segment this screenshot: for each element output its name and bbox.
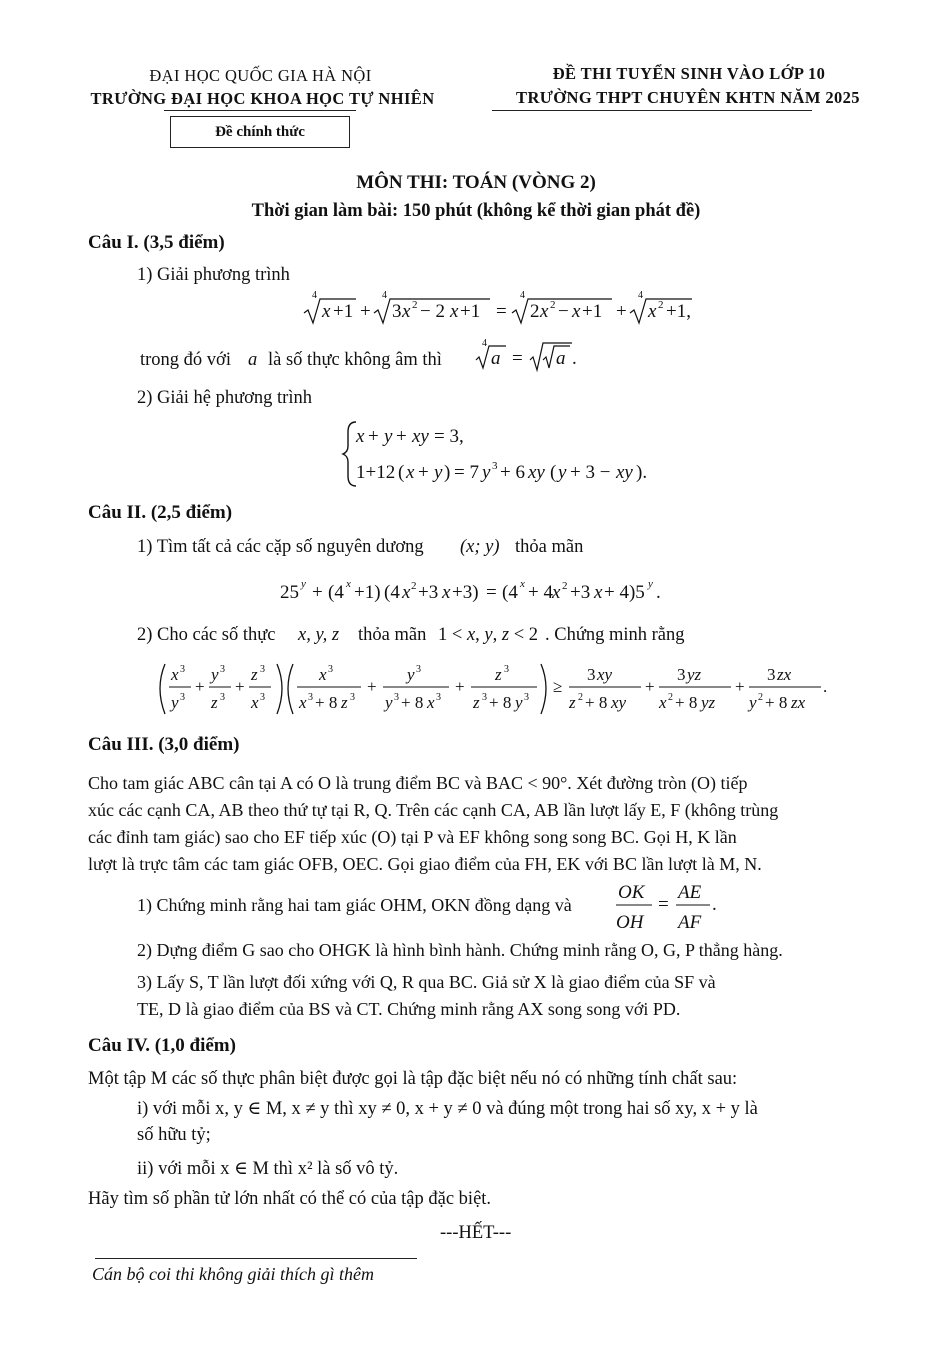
q3-part1: 1) Chứng minh rằng hai tam giác OHM, OKN đồng dạng và: [137, 895, 572, 915]
svg-text:z: z: [251, 665, 258, 684]
svg-text:3: 3: [308, 692, 313, 703]
svg-text:1+12: 1+12: [356, 462, 396, 483]
svg-text:x: x: [402, 582, 411, 603]
svg-text:z: z: [473, 693, 480, 712]
q1-note-var: a: [248, 350, 258, 370]
svg-text:4: 4: [638, 290, 643, 301]
svg-text:2: 2: [412, 299, 418, 311]
q1-part1-label: 1) Giải phương trình: [137, 265, 290, 285]
svg-text:3: 3: [220, 692, 225, 703]
svg-text:+: +: [418, 462, 429, 483]
svg-text:+ 8: + 8: [315, 693, 338, 712]
svg-text:+: +: [645, 677, 655, 696]
svg-text:+ 3 −: + 3 −: [570, 462, 611, 483]
svg-text:=: =: [496, 301, 507, 322]
svg-text:x: x: [319, 665, 327, 684]
subject-title: MÔN THI: TOÁN (VÒNG 2): [356, 172, 596, 193]
svg-text:4: 4: [482, 338, 487, 349]
svg-text:x: x: [659, 693, 667, 712]
svg-text:x: x: [406, 462, 415, 483]
svg-text:2: 2: [758, 692, 763, 703]
exam-title: ĐỀ THI TUYỂN SINH VÀO LỚP 10: [552, 64, 826, 83]
q1-part2-label: 2) Giải hệ phương trình: [137, 388, 312, 408]
q4-property-ii: ii) với mỗi x ∈ M thì x² là số vô tỷ.: [137, 1159, 399, 1179]
svg-text:+1): +1): [354, 582, 381, 603]
svg-text:+ 8: + 8: [675, 693, 698, 712]
svg-text:3: 3: [767, 665, 776, 684]
q3-part3-line1: 3) Lấy S, T lần lượt đối xứng với Q, R qua BC. Giả sử X là giao điểm của SF và: [137, 972, 716, 992]
svg-text:+1: +1: [460, 301, 481, 322]
svg-text:y: y: [171, 693, 179, 712]
svg-text:x: x: [251, 693, 259, 712]
svg-text:+1,: +1,: [666, 301, 691, 322]
svg-text:+: +: [360, 301, 371, 322]
svg-text:3: 3: [504, 664, 509, 675]
svg-text:3: 3: [180, 692, 185, 703]
q3-part3-line2: TE, D là giao điểm của BS và CT. Chứng minh rằng AX song song với PD.: [137, 999, 681, 1019]
q1-system: [342, 420, 682, 490]
q4-question: Hãy tìm số phần tử lớn nhất có thể có của tập đặc biệt.: [88, 1189, 492, 1209]
q4-intro: Một tập M các số thực phân biệt được gọi là tập đặc biệt nếu nó có những tính chất sau:: [88, 1069, 738, 1089]
svg-text:.: .: [656, 582, 661, 603]
svg-text:z: z: [341, 693, 348, 712]
q4-property-i-line2: số hữu tỷ;: [137, 1125, 211, 1145]
svg-text:2: 2: [668, 692, 673, 703]
svg-text:y: y: [301, 578, 306, 590]
svg-text:z: z: [211, 693, 218, 712]
q2-inequality: [155, 660, 845, 720]
svg-text:AF: AF: [678, 912, 702, 933]
svg-text:+: +: [455, 677, 465, 696]
svg-text:+ 6: + 6: [500, 462, 525, 483]
svg-text:).: ).: [636, 462, 648, 483]
svg-text:AE: AE: [678, 882, 702, 903]
svg-text:+ 4: + 4: [528, 582, 553, 603]
svg-text:− 2: − 2: [420, 301, 445, 322]
q1-root-definition: [474, 338, 584, 376]
svg-text:x: x: [322, 301, 331, 322]
svg-text:2: 2: [658, 299, 664, 311]
q3-intro-line2: xúc các cạnh CA, AB theo thứ tự tại R, Q. Trên các cạnh CA, AB lần lượt lấy E, F (không trùng: [88, 800, 779, 820]
svg-text:yz: yz: [687, 665, 702, 684]
svg-text:x: x: [648, 301, 657, 322]
svg-text:+: +: [367, 677, 377, 696]
svg-text:+3: +3: [418, 582, 439, 603]
svg-text:2: 2: [530, 301, 540, 322]
q2-part2-text-c: . Chứng minh rằng: [545, 625, 685, 645]
end-mark: ---HẾT---: [440, 1223, 512, 1243]
svg-text:xy: xy: [597, 665, 613, 684]
question-1-heading: Câu I. (3,5 điểm): [88, 232, 225, 253]
svg-text:x: x: [171, 665, 179, 684]
q1-note-b: là số thực không âm thì: [268, 350, 442, 370]
svg-text:25: 25: [280, 582, 299, 603]
svg-text:y: y: [434, 462, 443, 483]
svg-text:yz: yz: [701, 693, 716, 712]
svg-text:3: 3: [220, 664, 225, 675]
svg-text:y: y: [482, 462, 491, 483]
svg-text:=: =: [486, 582, 497, 603]
svg-text:+3): +3): [452, 582, 479, 603]
svg-text:.: .: [712, 894, 717, 915]
svg-text:x: x: [552, 582, 561, 603]
svg-text:y: y: [558, 462, 567, 483]
svg-text:2: 2: [562, 580, 568, 592]
svg-text:x: x: [572, 301, 581, 322]
svg-text:=: =: [658, 894, 669, 915]
q3-intro-line1: Cho tam giác ABC cân tại A có O là trung điểm BC và BAC < 90°. Xét đường tròn (O) tiếp: [88, 773, 748, 793]
q4-property-i-line1: i) với mỗi x, y ∈ M, x ≠ y thì xy ≠ 0, x + y ≠ 0 và đúng một trong hai số xy, x + y là: [137, 1099, 758, 1119]
exam-school-underline: [492, 110, 812, 111]
school-underline: [164, 110, 356, 111]
exam-duration: Thời gian làm bài: 150 phút (không kể thời gian phát đề): [251, 201, 701, 221]
svg-text:3: 3: [392, 301, 402, 322]
svg-text:y: y: [211, 665, 219, 684]
svg-text:x: x: [540, 301, 549, 322]
svg-text:+: +: [368, 426, 379, 447]
svg-text:3: 3: [492, 460, 498, 472]
svg-text:(: (: [398, 462, 405, 483]
svg-text:y: y: [385, 693, 393, 712]
svg-text:a: a: [491, 348, 501, 369]
svg-text:xy: xy: [611, 693, 627, 712]
svg-text:x: x: [442, 582, 451, 603]
svg-text:2: 2: [550, 299, 556, 311]
svg-text:3: 3: [416, 664, 421, 675]
official-exam-box: [170, 116, 350, 148]
svg-text:xy: xy: [412, 426, 429, 447]
q2-part2-text-a: 2) Cho các số thực: [137, 625, 276, 645]
svg-text:+ 8: + 8: [489, 693, 512, 712]
q2-part1-text-b: thỏa mãn: [515, 537, 584, 557]
official-exam-label: Đề chính thức: [215, 124, 305, 140]
svg-text:): ): [444, 462, 451, 483]
q2-equation: [280, 572, 710, 608]
question-2-heading: Câu II. (2,5 điểm): [88, 502, 233, 523]
svg-text:y: y: [515, 693, 523, 712]
footer-rule: [95, 1258, 417, 1259]
svg-text:x: x: [299, 693, 307, 712]
svg-text:x: x: [520, 578, 525, 590]
svg-text:x: x: [594, 582, 603, 603]
svg-text:(4: (4: [384, 582, 400, 603]
question-4-heading: Câu IV. (1,0 điểm): [88, 1035, 236, 1056]
svg-text:3: 3: [260, 692, 265, 703]
svg-text:y: y: [648, 578, 653, 590]
svg-text:z: z: [569, 693, 576, 712]
svg-text:y: y: [384, 426, 393, 447]
svg-text:+: +: [235, 677, 245, 696]
svg-text:3: 3: [180, 664, 185, 675]
svg-text:3: 3: [350, 692, 355, 703]
svg-text:4: 4: [382, 290, 387, 301]
svg-text:(: (: [550, 462, 557, 483]
svg-text:+ 8: + 8: [401, 693, 424, 712]
svg-text:+: +: [616, 301, 627, 322]
svg-text:+ 8: + 8: [585, 693, 608, 712]
q3-part2: 2) Dựng điểm G sao cho OHGK là hình bình hành. Chứng minh rằng O, G, P thẳng hàng.: [137, 940, 783, 960]
footer-note: Cán bộ coi thi không giải thích gì thêm: [92, 1264, 374, 1284]
svg-text:+1: +1: [582, 301, 603, 322]
svg-text:x: x: [402, 301, 411, 322]
svg-text:+3: +3: [570, 582, 591, 603]
svg-text:zx: zx: [791, 693, 806, 712]
question-3-heading: Câu III. (3,0 điểm): [88, 734, 240, 755]
svg-text:a: a: [556, 348, 566, 369]
svg-text:+1: +1: [333, 301, 354, 322]
svg-text:= 3,: = 3,: [434, 426, 464, 447]
q3-intro-line4: lượt là trực tâm các tam giác OFB, OEC. Gọi giao điểm của FH, EK với BC lần lượt là M, N.: [88, 854, 762, 874]
svg-text:2: 2: [578, 692, 583, 703]
svg-text:3: 3: [260, 664, 265, 675]
exam-school: TRƯỜNG THPT CHUYÊN KHTN NĂM 2025: [516, 88, 860, 107]
svg-text:OK: OK: [618, 882, 645, 903]
svg-text:3: 3: [394, 692, 399, 703]
svg-text:+: +: [312, 582, 323, 603]
q2-vars: x, y, z: [298, 625, 340, 645]
svg-text:y: y: [749, 693, 757, 712]
svg-text:x: x: [450, 301, 459, 322]
svg-text:zx: zx: [777, 665, 792, 684]
svg-text:=: =: [512, 348, 523, 369]
svg-text:3: 3: [677, 665, 686, 684]
svg-text:.: .: [823, 677, 828, 696]
svg-text:4: 4: [520, 290, 525, 301]
q2-pair: (x; y): [460, 537, 500, 557]
q1-equation: [300, 290, 720, 333]
svg-text:3: 3: [328, 664, 333, 675]
svg-text:xy: xy: [528, 462, 545, 483]
q2-part1-text-a: 1) Tìm tất cả các cặp số nguyên dương: [137, 537, 424, 557]
svg-text:3: 3: [482, 692, 487, 703]
q2-part2-text-b: thỏa mãn: [358, 625, 427, 645]
svg-text:z: z: [495, 665, 502, 684]
q3-intro-line3: các đỉnh tam giác) sao cho EF tiếp xúc (O) tại P và EF không song song BC. Gọi H, K lần: [88, 827, 737, 847]
svg-text:= 7: = 7: [454, 462, 479, 483]
svg-text:x: x: [427, 693, 435, 712]
svg-text:(4: (4: [502, 582, 518, 603]
svg-text:≥: ≥: [553, 677, 563, 696]
svg-text:y: y: [407, 665, 415, 684]
svg-text:+ 4)5: + 4)5: [604, 582, 645, 603]
svg-text:2: 2: [411, 580, 417, 592]
university-name: ĐẠI HỌC QUỐC GIA HÀ NỘI: [149, 66, 372, 85]
school-name: TRƯỜNG ĐẠI HỌC KHOA HỌC TỰ NHIÊN: [90, 89, 435, 108]
svg-text:+: +: [396, 426, 407, 447]
svg-text:3: 3: [436, 692, 441, 703]
svg-text:x: x: [346, 578, 351, 590]
svg-text:OH: OH: [616, 912, 644, 933]
svg-text:.: .: [572, 348, 577, 369]
svg-text:3: 3: [524, 692, 529, 703]
q1-note-a: trong đó với: [140, 350, 231, 370]
q2-condition: 1 < x, y, z < 2: [438, 625, 539, 645]
svg-text:x: x: [356, 426, 365, 447]
svg-text:+ 8: + 8: [765, 693, 788, 712]
q3-ratio: [614, 878, 724, 934]
svg-text:3: 3: [587, 665, 596, 684]
svg-text:xy: xy: [616, 462, 633, 483]
svg-text:+: +: [195, 677, 205, 696]
svg-text:−: −: [558, 301, 569, 322]
svg-text:4: 4: [312, 290, 317, 301]
svg-text:+: +: [735, 677, 745, 696]
svg-text:(4: (4: [328, 582, 344, 603]
